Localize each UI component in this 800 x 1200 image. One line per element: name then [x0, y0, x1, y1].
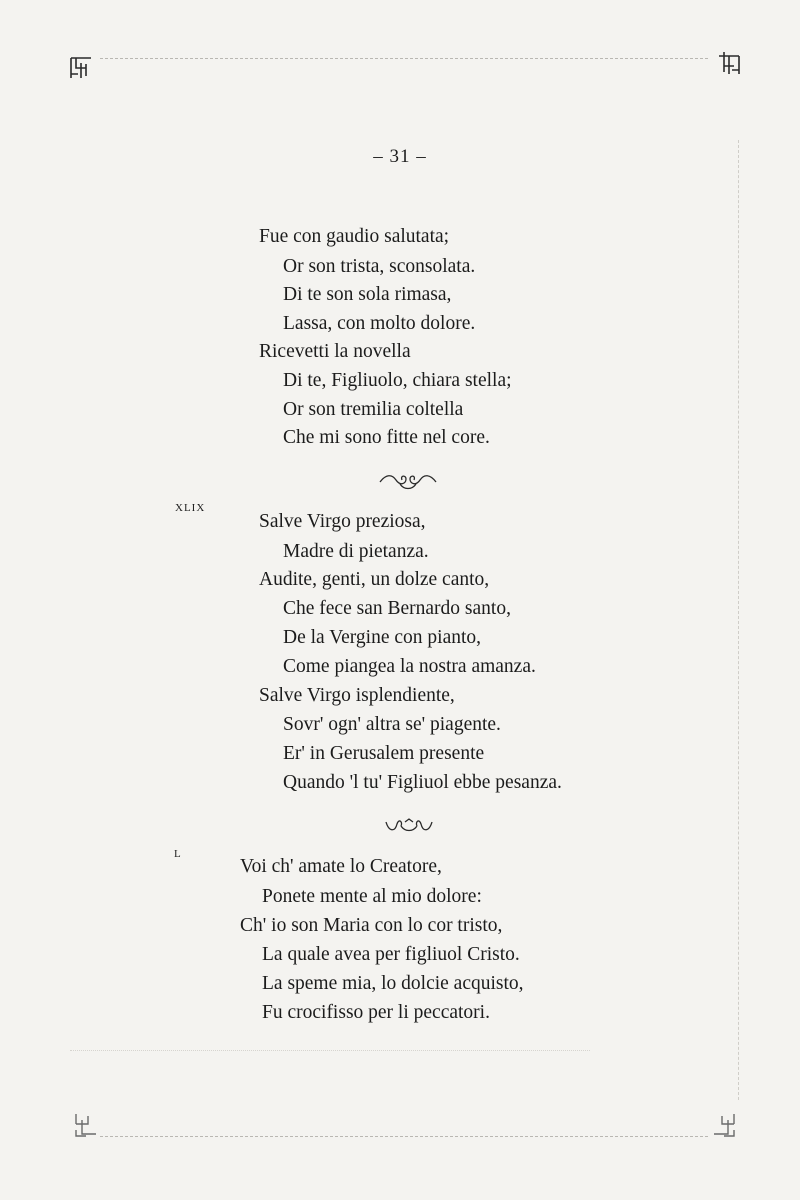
verse-line: Or son trista, sconsolata. — [283, 256, 476, 277]
verse-line: Or son tremilia coltella — [283, 399, 464, 420]
verse-line: Fu crocifisso per li peccatori. — [262, 1002, 490, 1023]
verse-line: Audite, genti, un dolze canto, — [259, 569, 490, 590]
stanza-numeral: L — [174, 848, 182, 860]
corner-ornament-bottom-right — [712, 1112, 738, 1138]
verse-line: Madre di pietanza. — [283, 541, 429, 562]
verse-line: Salve Virgo isplendiente, — [259, 685, 455, 706]
verse-line: Come piangea la nostra amanza. — [283, 656, 536, 677]
section-ornament — [378, 470, 438, 492]
verse-line: De la Vergine con pianto, — [283, 627, 482, 648]
verse-line: Di te, Figliuolo, chiara stella; — [283, 370, 512, 391]
verse-line: Ricevetti la novella — [259, 341, 411, 362]
verse-line: Voi ch' amate lo Creatore, — [240, 856, 442, 877]
verse-line: Che fece san Bernardo santo, — [283, 598, 511, 619]
verse-line: Salve Virgo preziosa, — [259, 511, 426, 532]
verse-line: Lassa, con molto dolore. — [283, 313, 476, 334]
bleed-through-rule — [70, 1050, 590, 1051]
verse-line: Che mi sono fitte nel core. — [283, 427, 490, 448]
bottom-rule — [100, 1136, 708, 1137]
stanza-numeral: XLIX — [175, 502, 206, 514]
verse-line: Fue con gaudio salutata; — [259, 226, 450, 247]
page-number: – 31 – — [373, 146, 427, 167]
verse-line: Quando 'l tu' Figliuol ebbe pesanza. — [283, 772, 562, 793]
verse-line: Di te son sola rimasa, — [283, 284, 452, 305]
verse-line: Er' in Gerusalem presente — [283, 743, 485, 764]
verse-line: La quale avea per figliuol Cristo. — [262, 944, 520, 965]
corner-ornament-top-right — [716, 50, 742, 76]
verse-line: Ponete mente al mio dolore: — [262, 886, 482, 907]
section-ornament — [383, 816, 435, 836]
verse-line: La speme mia, lo dolcie acquisto, — [262, 973, 524, 994]
verse-line: Ch' io son Maria con lo cor tristo, — [240, 915, 503, 936]
top-rule — [100, 58, 708, 59]
verse-line: Sovr' ogn' altra se' piagente. — [283, 714, 501, 735]
corner-ornament-top-left — [68, 54, 94, 80]
right-rule — [738, 140, 739, 1100]
corner-ornament-bottom-left — [72, 1112, 98, 1138]
